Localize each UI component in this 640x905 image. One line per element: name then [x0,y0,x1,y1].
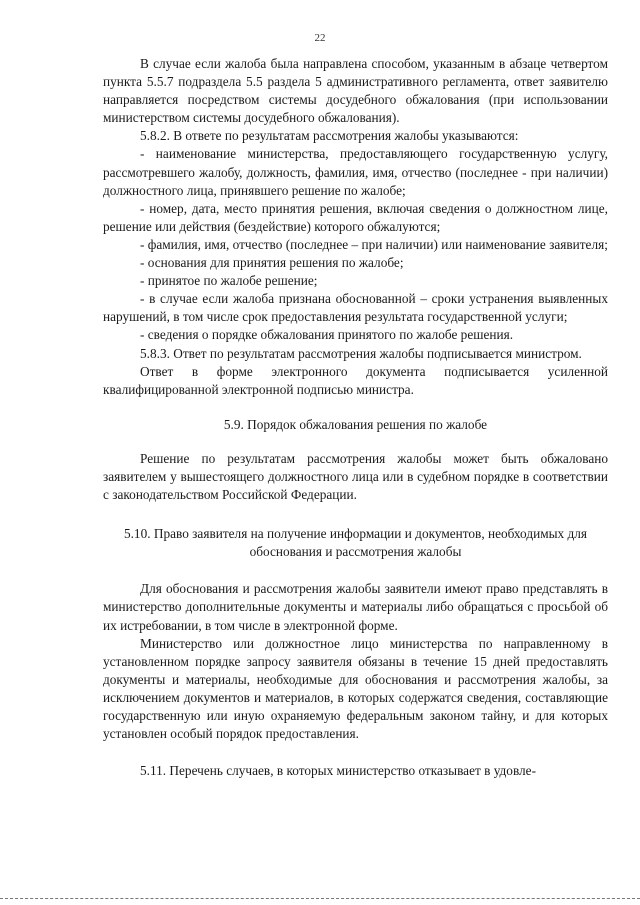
list-item: - номер, дата, место принятия решения, включая сведения о должностном лице, решение или действия (бездействие) которого обжалуются; [103,200,608,234]
page-bottom-edge [0,898,640,899]
section-heading-5-11: 5.11. Перечень случаев, в которых министерство отказывает в удовле- [140,763,537,779]
list-item: - сведения о порядке обжалования принятого по жалобе решения. [140,327,514,343]
paragraph: Решение по результатам рассмотрения жалобы может быть обжаловано заявителем у вышестоящего должностного лица или в судебном порядке в соответствии с законодательством Российской Федерации. [103,450,608,503]
paragraph: В случае если жалоба была направлена способом, указанным в абзаце четвертом пункта 5.5.7 подраздела 5.5 раздела 5 административного регламента, ответ заявителю направляется посредством системы досудебного обжалования (при использовании министерством системы досудебного обжалования). [103,56,608,126]
paragraph-5-8-2: 5.8.2. В ответе по результатам рассмотрения жалобы указываются: [140,128,519,144]
paragraph: Министерство или должностное лицо министерства по направленному в установленном порядке запросу заявителя обязаны в течение 15 дней предоставлять документы и материалы, необходимые для обоснования и рассмотрения жалобы, за исключением документов и материалов, в которых содержатся сведения, составляющие государственную или иную охраняемую федеральным законом тайну, и для которых установлен особый порядок предоставления. [103,635,608,742]
list-item: - принятое по жалобе решение; [140,273,318,289]
paragraph: Ответ в форме электронного документа подписывается усиленной квалифицированной электронной подписью министра. [103,363,608,397]
list-item: - основания для принятия решения по жалобе; [140,255,404,271]
list-item: - в случае если жалоба признана обоснованной – сроки устранения выявленных нарушений, в том числе срок предоставления результата государственной услуги; [103,291,608,325]
paragraph-5-8-3: 5.8.3. Ответ по результатам рассмотрения жалобы подписывается министром. [140,345,582,361]
paragraph: Для обоснования и рассмотрения жалобы заявители имеют право представлять в министерство дополнительные документы и материалы либо обращаться с просьбой об их истребовании, в том числе в электронной форме. [103,581,608,633]
section-heading-5-9: 5.9. Порядок обжалования решения по жалобе [223,416,488,432]
list-item: - фамилия, имя, отчество (последнее – при наличии) или наименование заявителя; [140,236,608,252]
list-item: - наименование министерства, предоставляющего государственную услугу, рассмотревшего жалобу, должность, фамилия, имя, отчество (последнее - при наличии) должностного лица, принявшего решение по жалобе; [103,146,608,198]
section-heading-5-10: 5.10. Право заявителя на получение информации и документов, необходимых для обоснования и рассмотрения жалобы [123,526,588,560]
page-number: 22 [314,32,326,44]
page-content [103,55,608,780]
